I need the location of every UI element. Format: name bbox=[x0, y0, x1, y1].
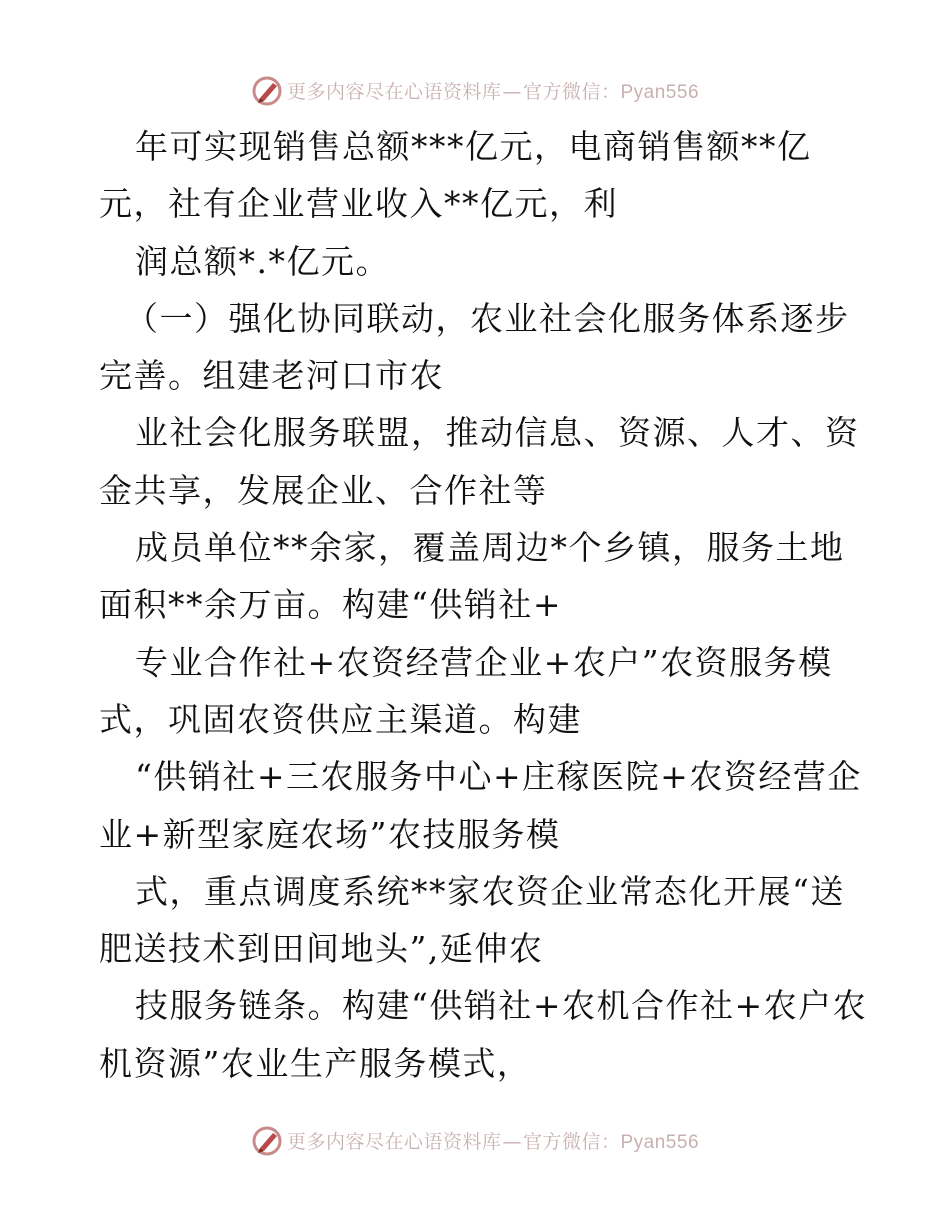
watermark-channel: 官方微信： bbox=[522, 1130, 621, 1153]
watermark-title: 更多内容尽在心语资料库 bbox=[286, 80, 502, 103]
header-watermark bbox=[0, 70, 950, 110]
watermark-text bbox=[287, 1127, 699, 1154]
watermark-title: 更多内容尽在心语资料库 bbox=[286, 1130, 502, 1153]
text-line: “供销社+三农服务中心+庄稼医院+农资经营企 bbox=[135, 757, 862, 797]
watermark-text bbox=[287, 77, 699, 104]
watermark-account: Pyan556 bbox=[620, 81, 700, 103]
text-line: 完善。组建老河口市农 bbox=[99, 356, 444, 396]
pen-logo-icon bbox=[251, 74, 283, 106]
text-line: 式，巩固农资供应主渠道。构建 bbox=[99, 699, 582, 739]
watermark-separator: — bbox=[502, 80, 522, 103]
text-line: 业社会化服务联盟，推动信息、资源、人才、资 bbox=[135, 413, 860, 453]
text-line: 成员单位**余家，覆盖周边*个乡镇，服务土地 bbox=[135, 528, 845, 568]
text-line: 面积**余万亩。构建“供销社+ bbox=[99, 585, 563, 625]
text-line: （一）强化协同联动，农业社会化服务体系逐步 bbox=[125, 298, 850, 338]
watermark-separator: — bbox=[502, 1130, 522, 1153]
text-line: 肥送技术到田间地头”,延伸农 bbox=[99, 929, 544, 969]
text-line: 元，社有企业营业收入**亿元，利 bbox=[99, 184, 618, 224]
text-line: 式，重点调度系统**家农资企业常态化开展“送 bbox=[135, 871, 845, 911]
text-line: 年可实现销售总额***亿元，电商销售额**亿 bbox=[135, 127, 812, 166]
text-line: 业+新型家庭农场”农技服务模 bbox=[99, 814, 561, 854]
text-line: 机资源”农业生产服务模式， bbox=[99, 1043, 532, 1083]
footer-watermark bbox=[0, 1120, 950, 1160]
watermark-channel: 官方微信： bbox=[522, 80, 621, 103]
text-line: 专业合作社+农资经营企业+农户”农资服务模 bbox=[135, 642, 833, 682]
watermark-account: Pyan556 bbox=[620, 1131, 700, 1153]
text-line: 金共享，发展企业、合作社等 bbox=[99, 470, 548, 510]
text-line: 润总额*.*亿元。 bbox=[135, 241, 390, 281]
document-body bbox=[99, 118, 889, 1092]
text-line: 技服务链条。构建“供销社+农机合作社+农户农 bbox=[135, 986, 868, 1026]
pen-logo-icon bbox=[251, 1124, 283, 1156]
